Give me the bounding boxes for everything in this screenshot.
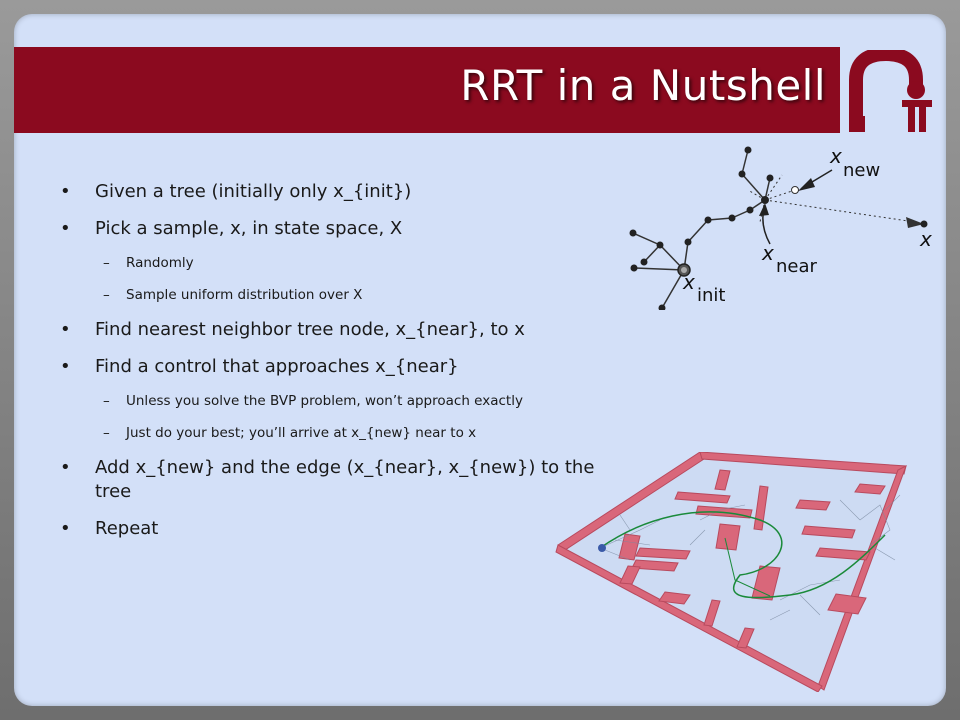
rrt-extension-diagram <box>620 140 950 310</box>
bullet-item: • Repeat <box>60 517 620 541</box>
bullet-item: • Find a control that approaches x_{near} <box>60 355 620 379</box>
bullet-item: • Find nearest neighbor tree node, x_{near}, to x <box>60 318 620 342</box>
sub-bullet-item: – Randomly <box>103 255 194 271</box>
university-logo <box>846 50 938 134</box>
bullet-item: • Pick a sample, x, in state space, X <box>60 217 620 241</box>
x-init-subscript: init <box>697 285 726 306</box>
bullet-item: • Given a tree (initially only x_{init}) <box>60 180 620 204</box>
bullet-list <box>60 180 620 554</box>
x-near-label: x <box>762 241 774 265</box>
sub-bullet-item: – Sample uniform distribution over X <box>103 287 363 303</box>
x-new-label: x <box>830 144 842 168</box>
x-label: x <box>920 227 932 251</box>
x-init-label: x <box>683 270 695 294</box>
bullet-item: • Add x_{new} and the edge (x_{near}, x_{new}) to the tree <box>60 456 620 504</box>
rrt-maze-illustration <box>548 452 908 692</box>
x-new-subscript: new <box>843 160 881 181</box>
sub-bullet-item: – Just do your best; you’ll arrive at x_{new} near to x <box>103 425 477 441</box>
x-near-subscript: near <box>776 256 817 277</box>
slide-title: RRT in a Nutshell <box>460 61 826 110</box>
sub-bullet-item: – Unless you solve the BVP problem, won’t approach exactly <box>103 393 523 409</box>
title-bar <box>14 47 840 133</box>
